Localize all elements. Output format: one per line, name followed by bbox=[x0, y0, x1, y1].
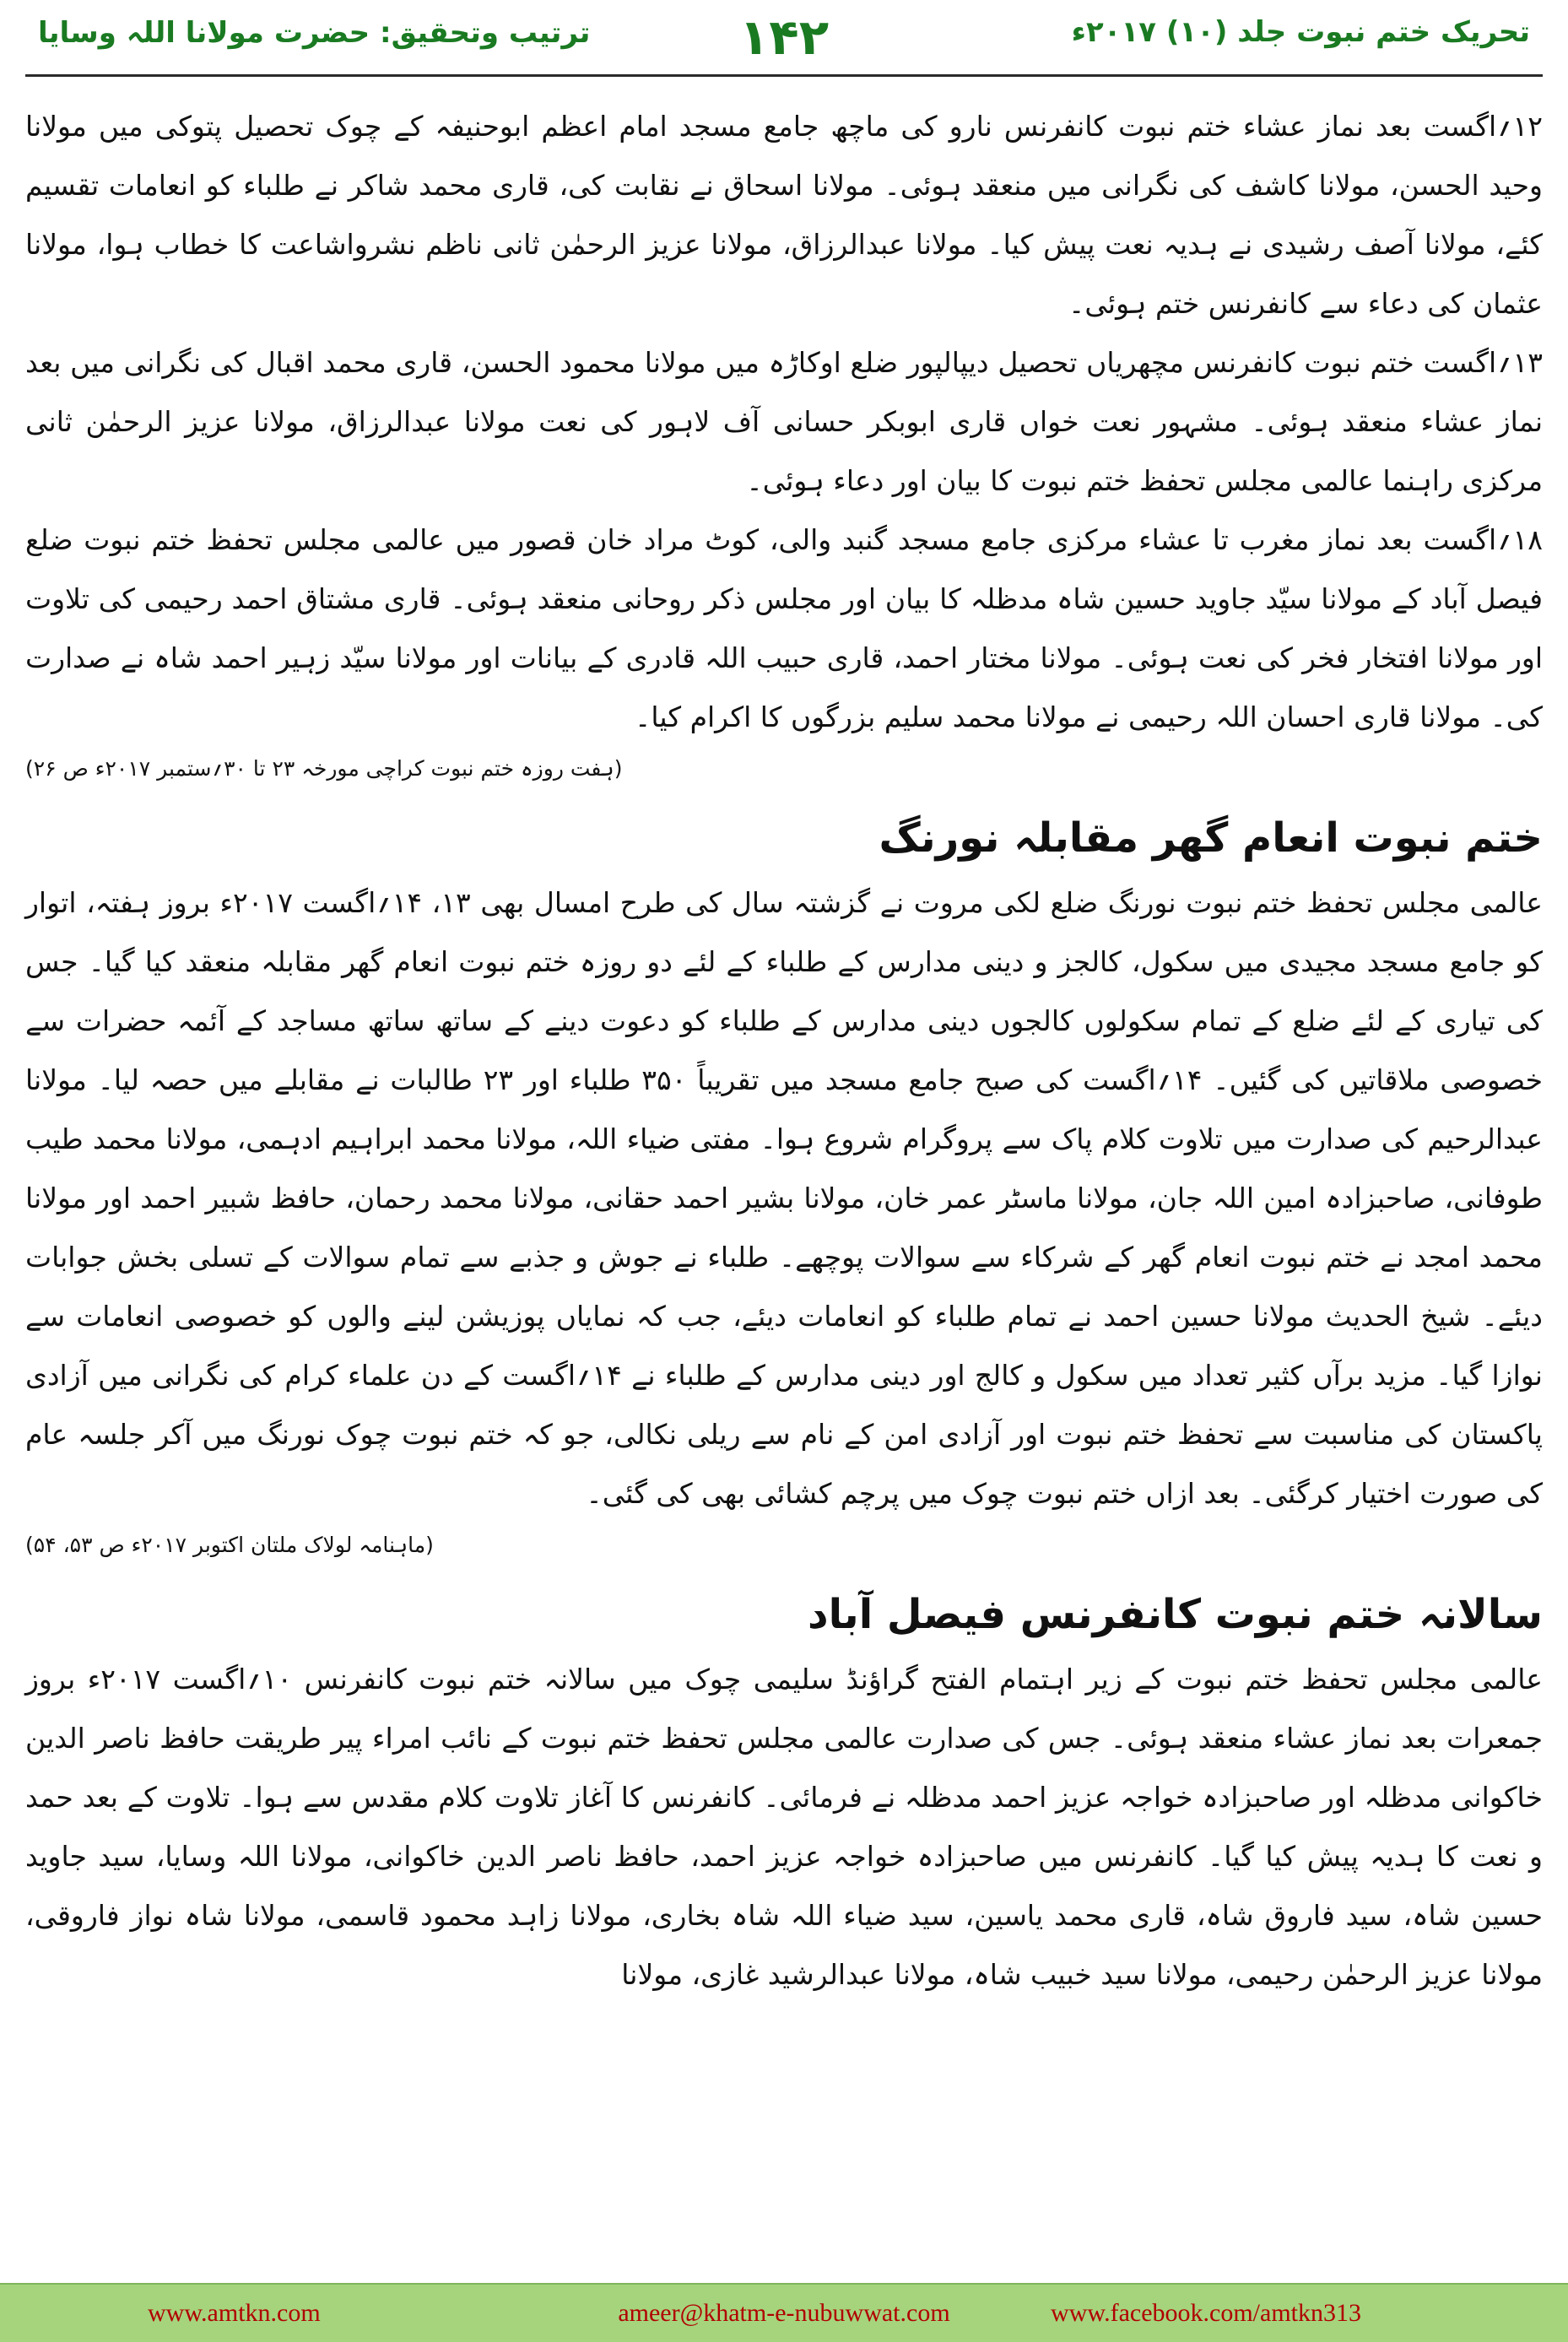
source-citation: (ماہنامہ لولاک ملتان اکتوبر ۲۰۱۷ء ص ۵۳، ۵۴) bbox=[25, 1533, 434, 1557]
page-footer bbox=[0, 2283, 1568, 2342]
facebook-link[interactable]: www.facebook.com/amtkn313 bbox=[1051, 2299, 1361, 2327]
compiler-credit: ترتیب وتحقیق: حضرت مولانا اللہ وسایا bbox=[38, 16, 591, 50]
email-link[interactable]: ameer@khatm-e-nubuwwat.com bbox=[618, 2299, 950, 2327]
paragraph: عالمی مجلس تحفظ ختم نبوت نورنگ ضلع لکی مروت نے گزشتہ سال کی طرح امسال بھی ۱۳، ۱۴؍اگست ۲۰۱۷ء بروز ہفتہ، اتوار کو جامع مسجد مجیدی میں سکول، کالجز و دینی مدارس کے طلباء کے لئے دو روزہ ختم نبوت انعام گھر مقابلہ منعقد کیا گیا۔ جس کی تیاری کے لئے ضلع کے تمام سکولوں کالجوں دینی مدارس کے طلباء کو دعوت دینے کے ساتھ ساتھ مساجد کے آئمہ حضرات سے خصوصی ملاقاتیں کی گئیں۔ ۱۴؍اگست کی صبح جامع مسجد میں تقریباً ۳۵۰ طلباء اور ۲۳ طالبات نے مقابلے میں حصہ لیا۔ مولانا عبدالرحیم کی صدارت میں تلاوت کلام پاک سے پروگرام شروع ہوا۔ مفتی ضیاء اللہ، مولانا محمد ابراہیم ادہمی، مولانا محمد طیب طوفانی، صاحبزادہ امین اللہ جان، مولانا ماسٹر عمر خان، مولانا بشیر احمد حقانی، مولانا محمد رحمان، حافظ شبیر احمد اور مولانا محمد امجد نے ختم نبوت انعام گھر کے شرکاء سے سوالات پوچھے۔ طلباء نے جوش و جذبے سے تمام سوالات کے تسلی بخش جوابات دیئے۔ شیخ الحدیث مولانا حسین احمد نے تمام طلباء کو انعامات دیئے، جب کہ نمایاں پوزیشن لینے والوں کو خصوصی انعامات سے نوازا گیا۔ مزید برآں کثیر تعداد میں سکول و کالج اور دینی مدارس کے طلباء نے ۱۴؍اگست کے دن علماء کرام کی نگرانی میں آزادی پاکستان کی مناسبت سے تحفظ ختم نبوت اور آزادی امن کے نام سے ریلی نکالی، جو کہ ختم نبوت چوک نورنگ میں آکر جلسہ عام کی صورت اختیار کرگئی۔ بعد ازاں ختم نبوت چوک میں پرچم کشائی بھی کی گئی۔ bbox=[25, 886, 1543, 1510]
section-heading: ختم نبوت انعام گھر مقابلہ نورنگ bbox=[879, 814, 1543, 862]
paragraph: ۱۲؍اگست بعد نماز عشاء ختم نبوت کانفرنس نارو کی ماچھ جامع مسجد امام اعظم ابوحنیفہ کے چوک تحصیل پتوکی میں مولانا وحید الحسن، مولانا کاشف کی نگرانی میں منعقد ہوئی۔ مولانا اسحاق نے نقابت کی، قاری محمد شاکر نے طلباء کو انعامات تقسیم کئے، مولانا آصف رشیدی نے ہدیہ نعت پیش کیا۔ مولانا عبدالرزاق، مولانا عزیز الرحمٰن ثانی ناظم نشرواشاعت کا خطاب ہوا، مولانا عثمان کی دعاء سے کانفرنس ختم ہوئی۔ bbox=[25, 110, 1543, 320]
website-link[interactable]: www.amtkn.com bbox=[148, 2299, 321, 2327]
section-heading: سالانہ ختم نبوت کانفرنس فیصل آباد bbox=[808, 1591, 1543, 1638]
paragraph: ۱۸؍اگست بعد نماز مغرب تا عشاء مرکزی جامع مسجد گنبد والی، کوٹ مراد خان قصور میں عالمی مجلس تحفظ ختم نبوت ضلع فیصل آباد کے مولانا سیّد جاوید حسین شاہ مدظلہ کا بیان اور مجلس ذکر روحانی منعقد ہوئی۔ قاری مشتاق احمد رحیمی کی تلاوت اور مولانا افتخار فخر کی نعت ہوئی۔ مولانا مختار احمد، قاری حبیب اللہ قادری کے بیانات اور مولانا سیّد زہیر احمد شاہ نے صدارت کی۔ مولانا قاری احسان اللہ رحیمی نے مولانا محمد سلیم بزرگوں کا اکرام کیا۔ bbox=[25, 523, 1543, 733]
section-noorang bbox=[25, 803, 1543, 1571]
section-faisalabad bbox=[25, 1579, 1543, 2004]
page-number: ۱۴۲ bbox=[738, 8, 830, 66]
paragraph: عالمی مجلس تحفظ ختم نبوت کے زیر اہتمام الفتح گراؤنڈ سلیمی چوک میں سالانہ ختم نبوت کانفرنس ۱۰؍اگست ۲۰۱۷ء بروز جمعرات بعد نماز عشاء منعقد ہوئی۔ جس کی صدارت عالمی مجلس تحفظ ختم نبوت کے نائب امراء پیر طریقت حافظ ناصر الدین خاکوانی مدظلہ اور صاحبزادہ خواجہ عزیز احمد مدظلہ نے فرمائی۔ کانفرنس کا آغاز تلاوت کلام مقدس سے ہوا۔ تلاوت کے بعد حمد و نعت کا ہدیہ پیش کیا گیا۔ کانفرنس میں صاحبزادہ خواجہ عزیز احمد، حافظ ناصر الدین خاکوانی، مولانا اللہ وسایا، سید جاوید حسین شاہ، سید فاروق شاہ، قاری محمد یاسین، سید ضیاء اللہ شاہ بخاری، مولانا زاہد محمود قاسمی، مولانا شاہ نواز فاروقی، مولانا عزیز الرحمٰن رحیمی، مولانا سید خبیب شاہ، مولانا عبدالرشید غازی، مولانا bbox=[25, 1663, 1543, 1991]
source-citation: (ہفت روزہ ختم نبوت کراچی مورخہ ۲۳ تا ۳۰؍ستمبر ۲۰۱۷ء ص ۲۶) bbox=[25, 756, 623, 781]
header-divider bbox=[25, 74, 1543, 77]
page-header bbox=[0, 0, 1568, 84]
paragraph: ۱۳؍اگست ختم نبوت کانفرنس مچھریاں تحصیل دیپالپور ضلع اوکاڑہ میں مولانا محمود الحسن، قاری محمد اقبال کی نگرانی میں بعد نماز عشاء منعقد ہوئی۔ مشہور نعت خواں قاری ابوبکر حسانی آف لاہور کی نعت مولانا عبدالرزاق، مولانا عزیز الرحمٰن ثانی مرکزی راہنما عالمی مجلس تحفظ ختم نبوت کا بیان اور دعاء ہوئی۔ bbox=[25, 346, 1543, 497]
book-title: تحریک ختم نبوت جلد (۱۰) ۲۰۱۷ء bbox=[1071, 15, 1530, 49]
section-reports bbox=[25, 97, 1543, 794]
page-body bbox=[25, 97, 1543, 2274]
